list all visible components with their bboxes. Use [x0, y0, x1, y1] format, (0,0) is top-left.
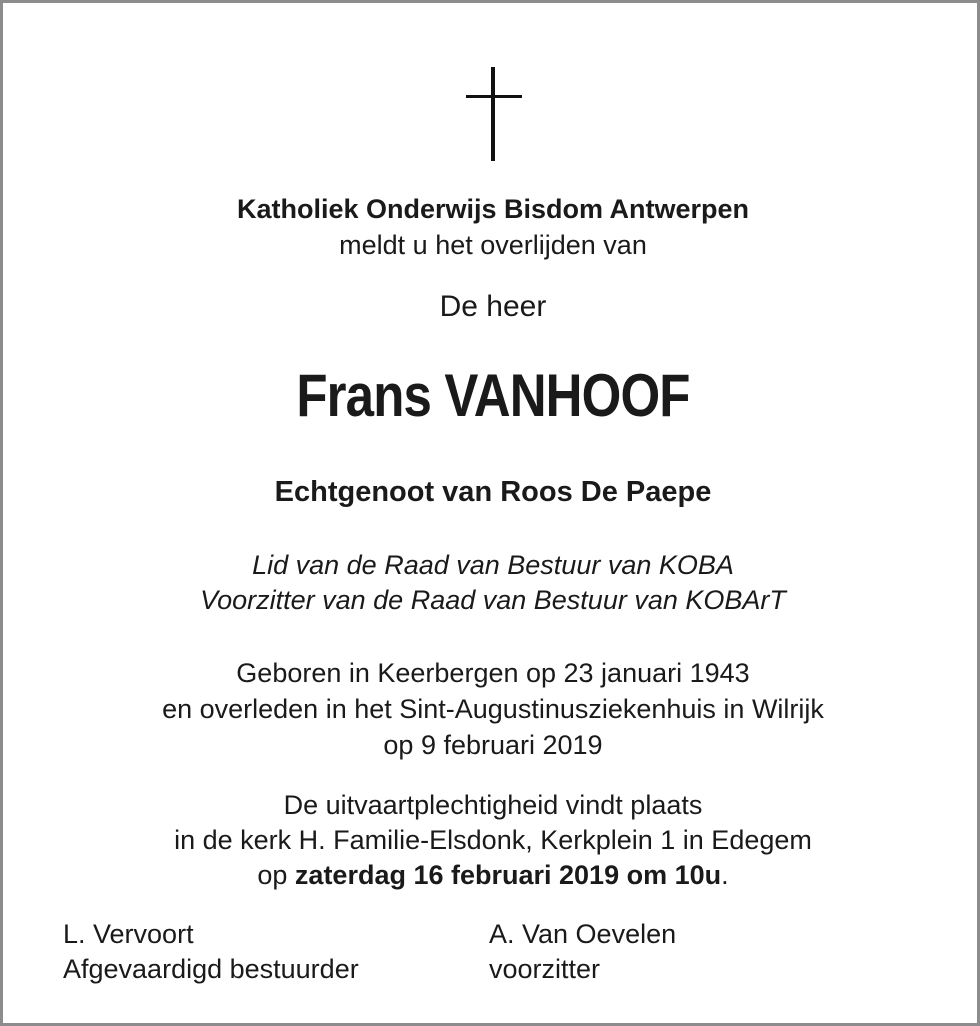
funeral-prefix: op: [257, 860, 295, 890]
spouse-line: Echtgenoot van Roos De Paepe: [274, 476, 712, 508]
funeral-line-3: [3, 862, 980, 889]
death-line: en overleden in het Sint-Augustinusziekenhuis in Wilrijk: [162, 694, 824, 724]
birth-line: Geboren in Keerbergen op 23 januari 1943: [236, 658, 750, 688]
deceased-name: Frans VANHOOF: [296, 362, 690, 429]
signatory-name: A. Van Oevelen: [489, 919, 677, 949]
funeral-suffix: .: [721, 860, 729, 890]
organization-name: Katholiek Onderwijs Bisdom Antwerpen: [236, 194, 750, 224]
role-line: Voorzitter van de Raad van Bestuur van KOBArT: [200, 585, 786, 615]
cross-icon: [466, 67, 522, 161]
signatory-name: L. Vervoort: [63, 919, 194, 949]
role-line: Lid van de Raad van Bestuur van KOBA: [252, 550, 734, 580]
signatory-role: voorzitter: [489, 954, 601, 984]
intro-text: meldt u het overlijden van: [339, 230, 647, 260]
salutation: De heer: [439, 290, 547, 323]
funeral-datetime: zaterdag 16 februari 2019 om 10u: [294, 860, 722, 890]
funeral-line-2: in de kerk H. Familie-Elsdonk, Kerkplein 1 in Edegem: [174, 825, 812, 855]
death-date: op 9 februari 2019: [383, 730, 603, 760]
signatory-role: Afgevaardigd bestuurder: [63, 954, 359, 984]
funeral-line-1: De uitvaartplechtigheid vindt plaats: [283, 790, 703, 820]
